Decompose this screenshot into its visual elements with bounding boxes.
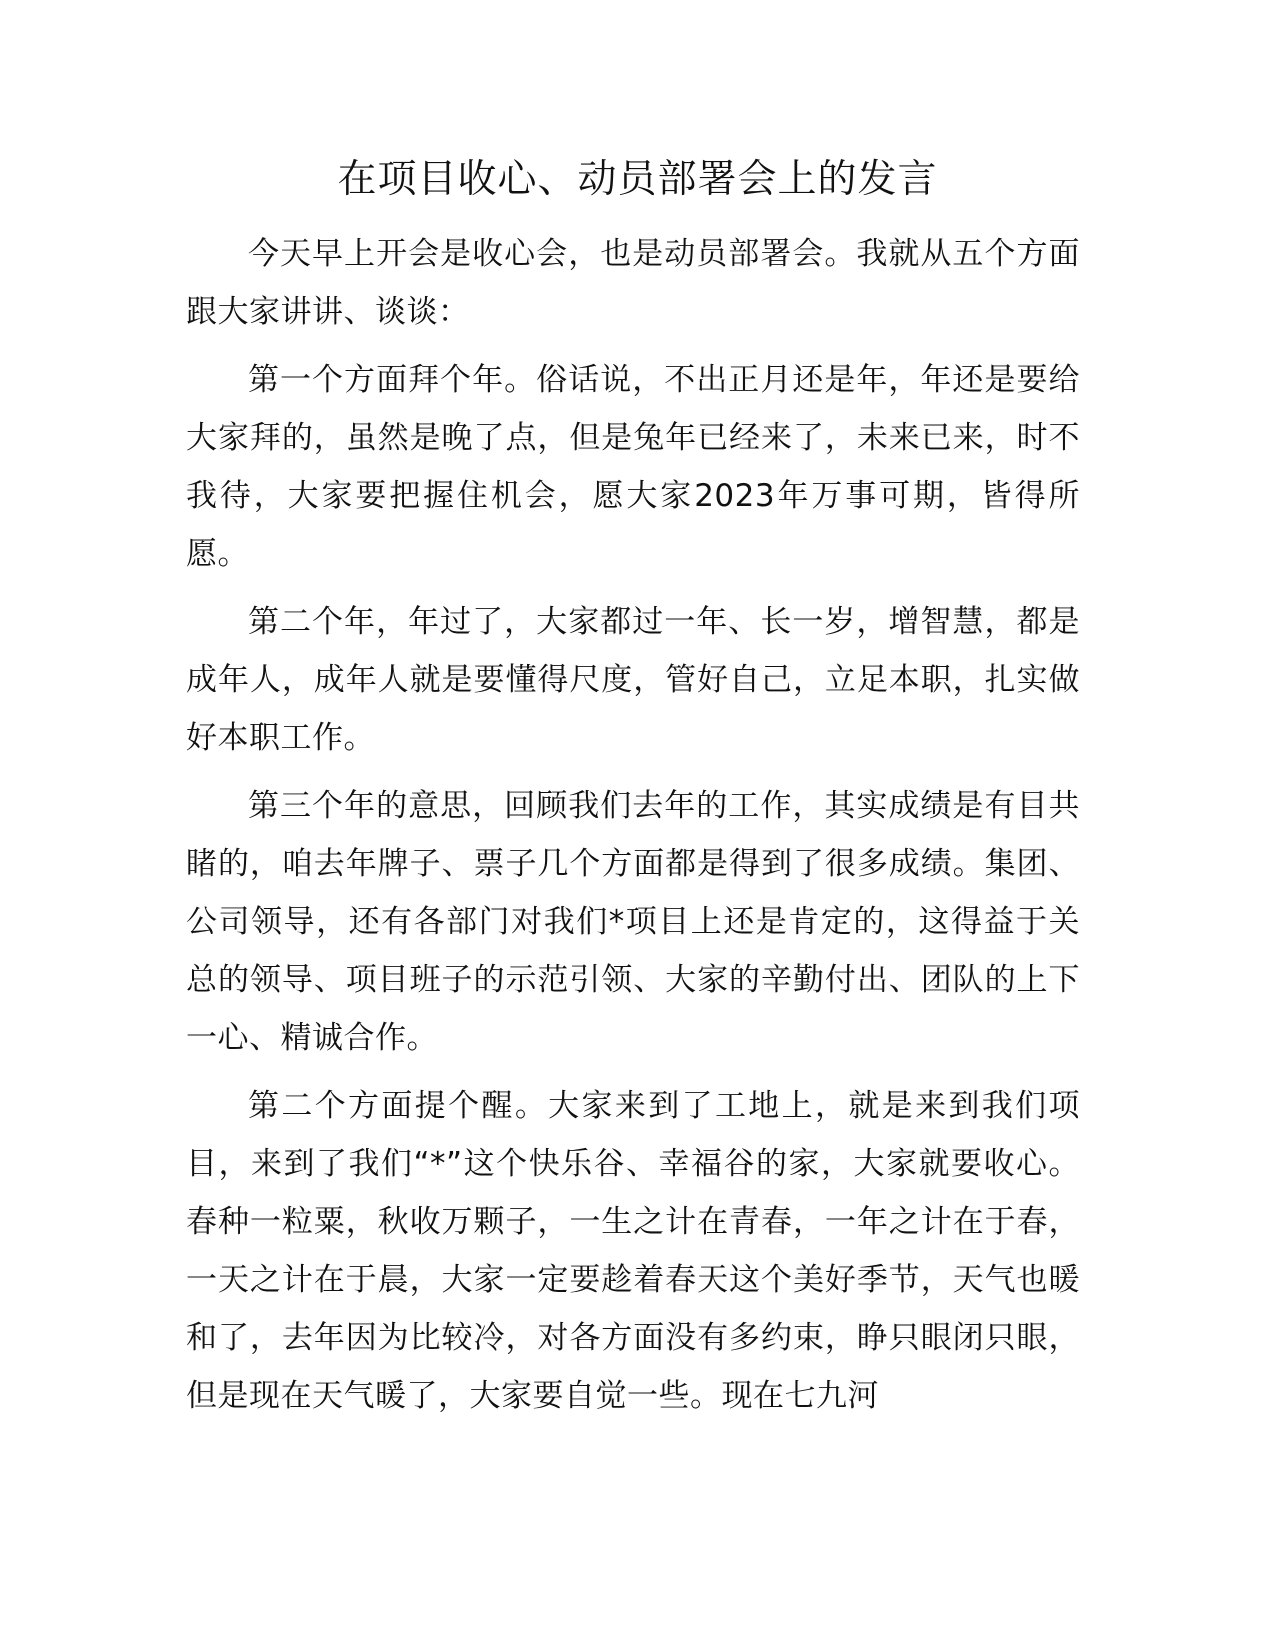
paragraph: 第一个方面拜个年。俗话说，不出正月还是年，年还是要给大家拜的，虽然是晚了点，但是兔年已经来了，未来已来，时不我待，大家要把握住机会，愿大家2023年万事可期，皆得所愿。 xyxy=(186,362,1080,572)
paragraph: 第二个年，年过了，大家都过一年、长一岁，增智慧，都是成年人，成年人就是要懂得尺度，管好自己，立足本职，扎实做好本职工作。 xyxy=(186,604,1080,756)
paragraph: 第三个年的意思，回顾我们去年的工作，其实成绩是有目共睹的，咱去年牌子、票子几个方面都是得到了很多成绩。集团、公司领导，还有各部门对我们*项目上还是肯定的，这得益于关总的领导、项目班子的示范引领、大家的辛勤付出、团队的上下一心、精诚合作。 xyxy=(186,788,1080,1056)
document-title: 在项目收心、动员部署会上的发言 xyxy=(337,157,938,202)
document-body xyxy=(186,225,1080,1435)
paragraph: 第二个方面提个醒。大家来到了工地上，就是来到我们项目，来到了我们“*”这个快乐谷、幸福谷的家，大家就要收心。春种一粒粟，秋收万颗子，一生之计在青春，一年之计在于春，一天之计在于晨，大家一定要趁着春天这个美好季节，天气也暖和了，去年因为比较冷，对各方面没有多约束，睁只眼闭只眼，但是现在天气暖了，大家要自觉一些。现在七九河 xyxy=(186,1088,1080,1414)
paragraph: 今天早上开会是收心会，也是动员部署会。我就从五个方面跟大家讲讲、谈谈： xyxy=(186,236,1080,330)
